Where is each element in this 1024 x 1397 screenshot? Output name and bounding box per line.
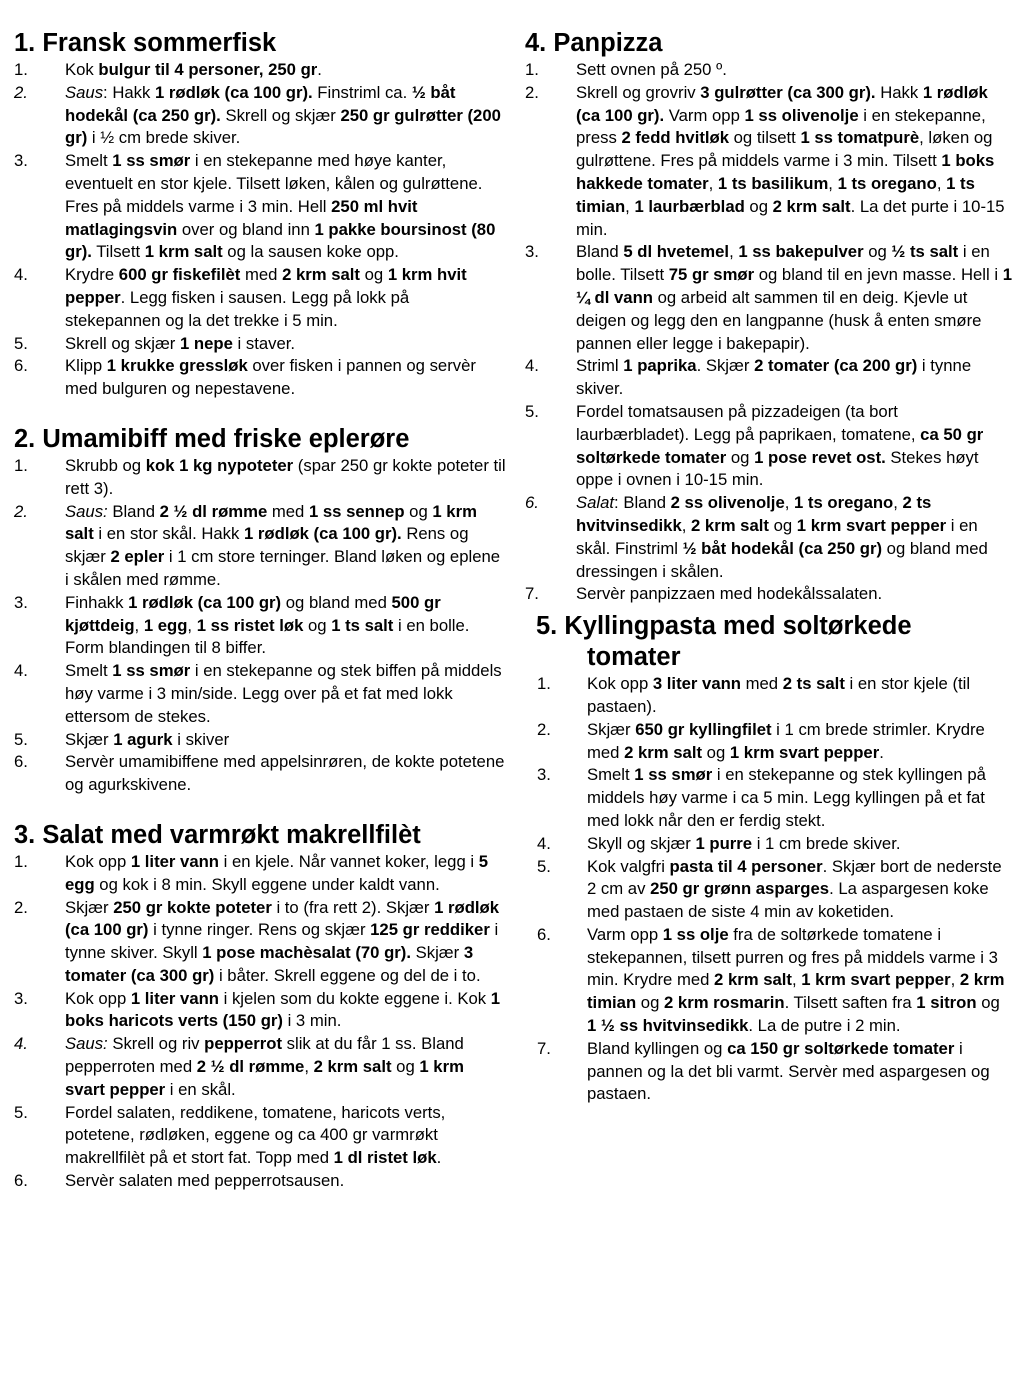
recipe-step [525,833,1012,856]
step-text: Fordel salaten, reddikene, tomatene, haricots verts, potetene, rødløken, eggene og ca 400 gr varmrøkt makrellfilèt på et stort fat. Topp med 1 dl ristet løk. [65,1102,446,1168]
recipe-step [14,1170,508,1193]
step-number: 3. [14,592,28,612]
step-list [14,455,508,797]
step-number: 5. [14,729,28,749]
spacer [14,401,508,424]
step-text: Salat: Bland 2 ss olivenolje, 1 ts oregano, 2 ts hvitvinsedikk, 2 krm salt og 1 krm svart pepper i en skål. Finstriml ½ båt hodekål (ca 250 gr) og bland med dressingen i skålen. [576,493,988,581]
step-number: 4. [14,1034,28,1054]
spacer [14,797,508,820]
step-number: 5. [537,856,551,876]
recipe-step [525,1038,1012,1106]
recipe-step [525,673,1012,719]
recipe-step [525,492,1012,583]
recipe-step [14,1102,508,1170]
recipe-step [14,897,508,988]
recipe-kyllingpasta [525,611,1012,1106]
step-text: Smelt 1 ss smør i en stekepanne og stek kyllingen på middels høy varme i ca 5 min. Legg kyllingen på et fat med lokk når den er ferdig stekt. [587,765,986,830]
recipe-step [14,851,508,897]
step-number: 6. [14,1171,28,1191]
step-number: 3. [525,242,539,262]
step-list [525,673,1012,1106]
step-list [14,59,508,401]
recipe-step [14,264,508,332]
step-list [525,59,1012,606]
step-number: 4. [14,661,28,681]
step-text: Skjær 650 gr kyllingfilet i 1 cm brede strimler. Krydre med 2 krm salt og 1 krm svart pepper. [587,719,985,762]
recipe-title [525,611,1012,673]
step-text: Skrell og skjær 1 nepe i staver. [65,333,296,353]
recipe-step [14,82,508,150]
recipe-step [525,764,1012,832]
step-number: 7. [537,1038,551,1058]
recipe-step [525,401,1012,492]
step-list [14,851,508,1193]
step-text: Striml 1 paprika. Skjær 2 tomater (ca 200 gr) i tynne skiver. [576,356,972,399]
recipe-title-first-line: 5. Kyllingpasta med soltørkede [536,612,912,641]
recipe-step [14,751,508,797]
recipe-step [14,150,508,264]
step-number: 2. [14,501,28,521]
recipe-panpizza [525,28,1012,606]
step-text: Kok bulgur til 4 personer, 250 gr. [65,60,322,79]
step-number: 7. [525,584,539,604]
step-number: 2. [525,82,539,102]
recipe-step [14,988,508,1034]
right-column [525,28,1012,1106]
step-text: Krydre 600 gr fiskefilèt med 2 krm salt og 1 krm hvit pepper. Legg fisken i sausen. Legg på lokk på stekepannen og la det trekke i 5 min. [65,265,467,330]
step-number: 6. [525,493,539,513]
step-text: Servèr salaten med pepperrotsausen. [65,1171,345,1191]
step-text: Skjær 250 gr kokte poteter i to (fra rett 2). Skjær 1 rødløk (ca 100 gr) i tynne ringer. Rens og skjær 125 gr reddiker i tynne skiver. Skyll 1 pose machèsalat (70 gr). Skjær 3 tomater (ca 300 gr) i båter. Skrell eggene og del de i to. [65,897,500,985]
step-number: 1. [14,455,28,475]
step-number: 3. [537,765,551,785]
recipe-step [14,501,508,592]
recipe-title-second-line: tomater [587,643,681,672]
step-text: Bland kyllingen og ca 150 gr soltørkede tomater i pannen og la det bli varmt. Servèr med aspargesen og pastaen. [587,1038,990,1104]
recipe-step [14,1033,508,1101]
recipe-step [14,59,508,82]
step-number: 1. [537,674,551,694]
step-number: 5. [14,333,28,353]
recipe-fransk-sommerfisk [14,28,508,401]
step-text: Sett ovnen på 250 º. [576,60,727,79]
recipe-step [14,333,508,356]
step-text: Skrubb og kok 1 kg nypoteter (spar 250 gr kokte poteter til rett 3). [65,455,506,498]
recipe-umamibiff [14,424,508,797]
step-number: 2. [14,82,28,102]
step-number: 6. [14,752,28,772]
step-text: Bland 5 dl hvetemel, 1 ss bakepulver og ½ ts salt i en bolle. Tilsett 75 gr smør og bland til en jevn masse. Hell i 1 ¼ dl vann og arbeid alt sammen til en deig. Kjevle ut deigen og legg den en langpanne (husk å enten smøre pannen eller legge i bakepapir). [576,242,1012,353]
recipe-step [525,856,1012,924]
left-column [14,28,508,1193]
recipe-step [525,241,1012,355]
step-text: Fordel tomatsausen på pizzadeigen (ta bort laurbærbladet). Legg på paprikaen, tomatene, ca 50 gr soltørkede tomater og 1 pose revet ost. Stekes høyt oppe i ovnen i 10-15 min. [576,401,984,490]
recipe-step [14,455,508,501]
recipe-title: 3. Salat med varmrøkt makrellfilèt [14,820,421,849]
step-text: Kok opp 1 liter vann i kjelen som du kokte eggene i. Kok 1 boks haricots verts (150 gr) i 3 min. [65,988,501,1031]
recipe-title: 2. Umamibiff med friske eplerøre [14,424,410,453]
step-text: Kok opp 3 liter vann med 2 ts salt i en stor kjele (til pastaen). [587,674,971,716]
step-text: Smelt 1 ss smør i en stekepanne med høye kanter, eventuelt en stor kjele. Tilsett løken, kålen og gulrøttene. Fres på middels varme i 3 min. Hell 250 ml hvit matlagingsvin over og bland inn 1 pakke boursinost (80 gr). Tilsett 1 krm salt og la sausen koke opp. [65,151,496,262]
step-text: Finhakk 1 rødløk (ca 100 gr) og bland med 500 gr kjøttdeig, 1 egg, 1 ss ristet løk og 1 ts salt i en bolle. Form blandingen til 8 biffer. [65,592,470,658]
recipe-title: 4. Panpizza [525,29,663,57]
recipe-step [14,355,508,401]
step-text: Kok opp 1 liter vann i en kjele. Når vannet koker, legg i 5 egg og kok i 8 min. Skyll eggene under kaldt vann. [65,851,488,894]
step-number: 6. [14,356,28,376]
step-text: Kok valgfri pasta til 4 personer. Skjær bort de nederste 2 cm av 250 gr grønn asparges. La aspargesen koke med pastaen de siste 4 min av koketiden. [587,856,1002,922]
step-number: 1. [14,851,28,871]
step-text: Smelt 1 ss smør i en stekepanne og stek biffen på middels høy varme i 3 min/side. Legg over på et fat med lokk ettersom de stekes. [65,661,502,726]
recipe-step [525,82,1012,242]
step-text: Varm opp 1 ss olje fra de soltørkede tomatene i stekepannen, tilsett purren og fres på middels varme i 3 min. Krydre med 2 krm salt, 1 krm svart pepper, 2 krm timian og 2 krm rosmarin. Tilsett saften fra 1 sitron og 1 ½ ss hvitvinsedikk. La de putre i 2 min. [587,924,1005,1036]
step-number: 5. [14,1102,28,1122]
recipe-title: 1. Fransk sommerfisk [14,29,277,57]
step-text: Servèr panpizzaen med hodekålssalaten. [576,584,883,604]
step-text: Saus: Hakk 1 rødløk (ca 100 gr). Finstriml ca. ½ båt hodekål (ca 250 gr). Skrell og skjær 250 gr gulrøtter (200 gr) i ½ cm brede skiver. [65,82,501,148]
step-text: Saus: Skrell og riv pepperrot slik at du får 1 ss. Bland pepperroten med 2 ½ dl rømme, 2 krm salt og 1 krm svart pepper i en skål. [65,1034,464,1099]
step-number: 4. [14,265,28,285]
step-number: 1. [525,60,539,79]
step-text: Skyll og skjær 1 purre i 1 cm brede skiver. [587,833,901,853]
step-number: 2. [14,897,28,917]
step-text: Servèr umamibiffene med appelsinrøren, de kokte potetene og agurkskivene. [65,752,505,795]
step-text: Klipp 1 krukke gressløk over fisken i pannen og servèr med bulguren og nepestavene. [65,356,476,399]
step-number: 6. [537,924,551,944]
recipe-step [525,59,1012,82]
recipe-step [14,729,508,752]
recipe-step [525,583,1012,606]
recipe-step [525,924,1012,1038]
recipe-step [525,719,1012,765]
step-number: 2. [537,719,551,739]
step-number: 5. [525,401,539,421]
recipe-step [14,660,508,728]
recipe-step [14,592,508,660]
step-number: 3. [14,988,28,1008]
step-number: 1. [14,60,28,79]
step-text: Skrell og grovriv 3 gulrøtter (ca 300 gr). Hakk 1 rødløk (ca 100 gr). Varm opp 1 ss olivenolje i en stekepanne, press 2 fedd hvitløk og tilsett 1 ss tomatpurè, løken og gulrøttene. Fres på middels varme i 3 min. Tilsett 1 boks hakkede tomater, 1 ts basilikum, 1 ts oregano, 1 ts timian, 1 laurbærblad og 2 krm salt. La det purte i 10-15 min. [576,82,1005,239]
step-number: 4. [525,356,539,376]
step-text: Saus: Bland 2 ½ dl rømme med 1 ss sennep og 1 krm salt i en stor skål. Hakk 1 rødløk (ca 100 gr). Rens og skjær 2 epler i 1 cm store terninger. Bland løken og eplene i skålen med rømme. [65,501,501,589]
recipe-salat-makrell [14,820,508,1193]
step-text: Skjær 1 agurk i skiver [65,729,230,749]
recipe-step [525,355,1012,401]
step-number: 4. [537,833,551,853]
step-number: 3. [14,151,28,171]
